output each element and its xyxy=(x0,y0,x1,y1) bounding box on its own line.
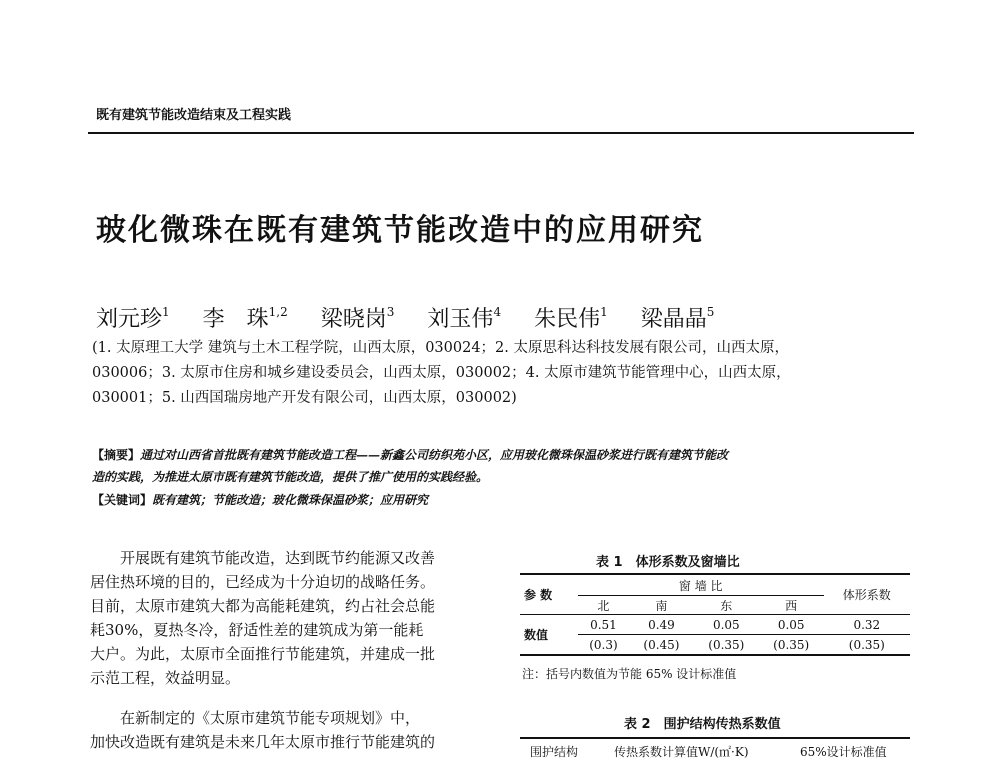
table1-standard: (0.35) xyxy=(708,637,745,652)
table1-group-header: 窗 墙 比 xyxy=(578,574,824,596)
body-line: 在新制定的《太原市建筑节能专项规划》中， xyxy=(90,709,421,727)
body-line: 加快改造既有建筑是未来几年太原市推行节能建筑的 xyxy=(90,733,436,751)
author-list xyxy=(96,302,740,333)
author: 梁晶晶$^5$ xyxy=(640,305,715,332)
abstract-line: 造的实践，为推进太原市既有建筑节能改造，提供了推广使用的实践经验。 xyxy=(92,470,489,484)
table1-value: 0.49 xyxy=(629,615,694,635)
table1-note: 注：括号内数值为节能 65% 设计标准值 xyxy=(522,667,737,681)
abstract-label: 【摘要】 xyxy=(92,448,141,462)
body-line: 示范工程，效益明显。 xyxy=(90,669,241,687)
table1-direction: 南 xyxy=(629,596,694,615)
body-line: 居住热环境的目的，已经成为十分迫切的战略任务。 xyxy=(90,573,436,591)
running-header: 既有建筑节能改造结束及工程实践 xyxy=(96,108,292,123)
author: 李 珠$^{1,2}$ xyxy=(202,305,288,332)
affiliation-line: 030001；5. 山西国瑞房地产开发有限公司，山西太原，030002) xyxy=(92,390,517,406)
table1-standard: (0.35) xyxy=(848,637,885,652)
table2-header: 传热系数计算值W/(㎡·K) xyxy=(614,745,749,759)
table1-standard: (0.35) xyxy=(773,637,810,652)
abstract-text: 通过对山西省首批既有建筑节能改造工程——新鑫公司纺织苑小区，应用玻化微珠保温砂浆进行既有建筑节能改 xyxy=(140,448,729,462)
keywords-text: 既有建筑；节能改造；玻化微珠保温砂浆；应用研究 xyxy=(152,493,429,507)
keywords-line xyxy=(92,489,918,511)
table1-direction: 东 xyxy=(694,596,759,615)
table1-value: 0.32 xyxy=(824,615,910,635)
table1-value: 0.05 xyxy=(759,615,824,635)
table1-row-label: 数值 xyxy=(524,628,549,642)
body-line: 目前，太原市建筑大都为高能耗建筑，约占社会总能 xyxy=(90,597,436,615)
table1-caption: 表 1 体形系数及窗墙比 xyxy=(596,555,740,570)
author: 刘玉伟$^4$ xyxy=(427,305,502,332)
paper-title: 玻化微珠在既有建筑节能改造中的应用研究 xyxy=(96,213,704,248)
author: 刘元珍$^1$ xyxy=(96,305,170,332)
affiliation-line: (1. 太原理工大学 建筑与土木工程学院，山西太原，030024；2. 太原思科达科技发展有限公司，山西太原， xyxy=(92,340,790,356)
keywords-label: 【关键词】 xyxy=(92,493,153,507)
table1-standard: (0.45) xyxy=(643,637,680,652)
table1-standard: (0.3) xyxy=(589,637,618,652)
table1-shape-header: 体形系数 xyxy=(824,574,910,615)
body-line: 开展既有建筑节能改造，达到既节约能源又改善 xyxy=(90,549,436,567)
author: 朱民伟$^1$ xyxy=(534,305,608,332)
table2-header: 围护结构 xyxy=(530,745,579,759)
table1-direction: 西 xyxy=(759,596,824,615)
table2-top-rule xyxy=(520,737,910,739)
body-line: 耗30%，夏热冬冷，舒适性差的建筑成为第一能耗 xyxy=(90,621,424,639)
table1-value: 0.51 xyxy=(578,615,629,635)
table1-value: 0.05 xyxy=(694,615,759,635)
body-line: 大户。为此，太原市全面推行节能建筑，并建成一批 xyxy=(90,645,436,663)
abstract-line xyxy=(92,444,918,466)
table1-direction: 北 xyxy=(578,596,629,615)
table2-header: 65%设计标准值 xyxy=(800,745,887,759)
table1-param-header: 参 数 xyxy=(520,574,578,615)
table1 xyxy=(520,573,910,656)
affiliation-line: 030006；3. 太原市住房和城乡建设委员会，山西太原，030002；4. 太原市建筑节能管理中心，山西太原， xyxy=(92,365,791,381)
table2-caption: 表 2 围护结构传热系数值 xyxy=(624,717,781,732)
header-rule xyxy=(88,132,914,134)
author: 梁晓岗$^3$ xyxy=(320,305,395,332)
